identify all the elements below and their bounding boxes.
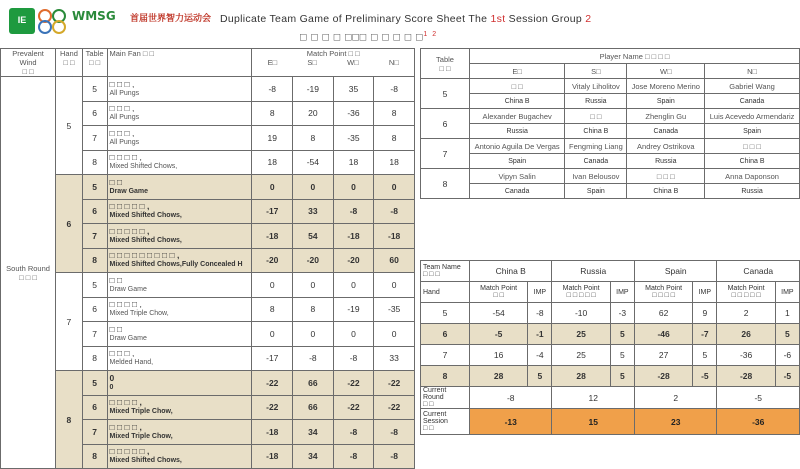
main-fan-en: All Pungs bbox=[109, 114, 140, 122]
players-table-number: 7 bbox=[421, 139, 470, 169]
main-fan-en: All Pungs bbox=[109, 138, 140, 146]
match-point-cell: 0 bbox=[333, 273, 374, 298]
player-country: China B bbox=[627, 184, 705, 199]
match-point-cell: 8 bbox=[293, 297, 334, 322]
match-point-cell: 18 bbox=[333, 150, 374, 175]
current-session-spain: 23 bbox=[634, 409, 716, 435]
match-point-cell: -18 bbox=[252, 420, 293, 445]
current-round-china-b: -8 bbox=[470, 387, 552, 409]
table-number: 8 bbox=[82, 248, 107, 273]
results-row bbox=[421, 345, 800, 366]
imp-value: -8 bbox=[528, 303, 552, 324]
player-country: Russia bbox=[705, 184, 800, 199]
match-point-value: 28 bbox=[470, 366, 528, 387]
header-prevalent-wind: Prevalent Wind □ □ bbox=[1, 49, 56, 77]
main-fan-en: 0 bbox=[109, 383, 114, 391]
player-country: Canada bbox=[705, 94, 800, 109]
hand-number: 7 bbox=[56, 273, 83, 371]
main-fan-cn: □ □ □ , bbox=[109, 127, 135, 138]
match-point-cell: -20 bbox=[333, 248, 374, 273]
hand-row bbox=[1, 371, 415, 396]
main-fan-cn: □ □ bbox=[109, 274, 123, 285]
match-point-cell: 0 bbox=[293, 273, 334, 298]
main-fan-cell bbox=[107, 199, 252, 224]
match-point-cell: -18 bbox=[333, 224, 374, 249]
match-point-cell: -8 bbox=[333, 199, 374, 224]
current-round-russia: 12 bbox=[552, 387, 634, 409]
rings-icon bbox=[37, 8, 69, 34]
current-session-label: Current Session □ □ bbox=[421, 409, 470, 435]
player-col-s: S□ bbox=[565, 64, 627, 79]
main-fan-en: Mixed Shifted Chows, bbox=[109, 212, 182, 220]
logo-text: IE bbox=[17, 15, 27, 25]
imp-header-4: IMP bbox=[775, 282, 799, 303]
imp-value: 5 bbox=[775, 324, 799, 345]
main-fan-en: Mixed Triple Chow, bbox=[109, 408, 173, 416]
main-fan-cn: □ □ □ □ □ , bbox=[109, 446, 150, 457]
imp-value: -6 bbox=[775, 345, 799, 366]
imp-header-1: IMP bbox=[528, 282, 552, 303]
main-fan-cell bbox=[107, 346, 252, 371]
match-point-cell: 8 bbox=[252, 101, 293, 126]
imp-value: 5 bbox=[528, 366, 552, 387]
players-table-number: 6 bbox=[421, 109, 470, 139]
player-name: Alexander Bugachev bbox=[470, 109, 565, 124]
imp-value: -1 bbox=[528, 324, 552, 345]
player-country: Canada bbox=[470, 184, 565, 199]
team-russia: Russia bbox=[552, 261, 634, 282]
main-fan-cn: □ □ □ , bbox=[109, 348, 135, 359]
match-point-value: -36 bbox=[717, 345, 775, 366]
match-point-cell: -8 bbox=[293, 346, 334, 371]
player-names-row bbox=[421, 139, 800, 154]
match-point-cell: 0 bbox=[374, 175, 415, 200]
hand-row bbox=[1, 273, 415, 298]
title-text: Duplicate Team Game of Preliminary Score Sheet bbox=[220, 13, 466, 25]
match-point-cell: 0 bbox=[374, 322, 415, 347]
main-fan-cell bbox=[107, 322, 252, 347]
table-number: 7 bbox=[82, 126, 107, 151]
player-name: Antonio Aguila De Vergas bbox=[470, 139, 565, 154]
player-country: Spain bbox=[705, 124, 800, 139]
imp-value: 1 bbox=[775, 303, 799, 324]
results-table bbox=[420, 260, 800, 435]
page-subtitle bbox=[300, 31, 437, 44]
hand-row bbox=[1, 77, 415, 102]
player-name: □ □ □ bbox=[705, 139, 800, 154]
main-fan-en: Mixed Triple Chow, bbox=[109, 432, 173, 440]
match-point-cell: 18 bbox=[252, 150, 293, 175]
match-point-cell: -20 bbox=[293, 248, 334, 273]
match-point-cell: 8 bbox=[374, 101, 415, 126]
player-name: Anna Daponson bbox=[705, 169, 800, 184]
match-point-cell: -35 bbox=[333, 126, 374, 151]
match-point-value: -46 bbox=[634, 324, 692, 345]
subtitle-text: □ □ □ □ □□□ □ □ □ □ □ bbox=[300, 31, 424, 44]
current-round-canada: -5 bbox=[717, 387, 800, 409]
player-name-header: Player Name □ □ □ □ bbox=[470, 49, 800, 64]
imp-header-3: IMP bbox=[693, 282, 717, 303]
main-fan-cn: □ □ □ □ □ □ □ □ □ , bbox=[109, 250, 180, 261]
match-point-cell: -8 bbox=[333, 444, 374, 469]
match-point-cell: -17 bbox=[252, 346, 293, 371]
main-fan-cell bbox=[107, 371, 252, 396]
match-point-cell: 66 bbox=[293, 395, 334, 420]
main-fan-cn: 0 bbox=[109, 372, 115, 383]
imp-value: 5 bbox=[693, 345, 717, 366]
subtitle-sup-1: 1 bbox=[423, 31, 429, 38]
match-point-cell: 0 bbox=[293, 175, 334, 200]
main-fan-en: Draw Game bbox=[109, 187, 149, 195]
main-fan-cell bbox=[107, 150, 252, 175]
main-fan-en: All Pungs bbox=[109, 89, 140, 97]
hand-header: Hand bbox=[421, 282, 470, 303]
main-fan-cn: □ □ □ , bbox=[109, 78, 135, 89]
match-point-value: -10 bbox=[552, 303, 610, 324]
match-point-cell: -8 bbox=[374, 199, 415, 224]
current-session-china-b: -13 bbox=[470, 409, 552, 435]
match-point-cell: -20 bbox=[252, 248, 293, 273]
match-point-value: 2 bbox=[717, 303, 775, 324]
mp-header-3: Match Point □ □ □ □ bbox=[634, 282, 692, 303]
match-point-value: 28 bbox=[552, 366, 610, 387]
main-fan-en: Mixed Shifted Chows, bbox=[109, 236, 182, 244]
current-round-label: Current Round □ □ bbox=[421, 387, 470, 409]
match-point-cell: 33 bbox=[293, 199, 334, 224]
match-point-cell: -8 bbox=[333, 346, 374, 371]
hands-table bbox=[0, 48, 415, 469]
header-table: Table □ □ bbox=[82, 49, 107, 77]
match-point-cell: -22 bbox=[374, 395, 415, 420]
match-point-cell: 0 bbox=[293, 322, 334, 347]
main-fan-cn: □ □ □ □ , bbox=[109, 421, 142, 432]
table-number: 5 bbox=[82, 371, 107, 396]
main-fan-cn: □ □ □ □ , bbox=[109, 299, 142, 310]
mp-header-2: Match Point □ □ □ □ □ bbox=[552, 282, 610, 303]
header-main-fan: Main Fan □ □ bbox=[107, 49, 252, 77]
hand-number: 8 bbox=[56, 371, 83, 469]
title-mid: The bbox=[465, 13, 491, 25]
player-country: China B bbox=[470, 94, 565, 109]
player-names-row bbox=[421, 109, 800, 124]
players-table-header: Table □ □ bbox=[421, 49, 470, 79]
match-point-value: -28 bbox=[634, 366, 692, 387]
hand-number: 6 bbox=[56, 175, 83, 273]
results-hand: 8 bbox=[421, 366, 470, 387]
player-name: Andrey Ostrikova bbox=[627, 139, 705, 154]
imp-header-2: IMP bbox=[610, 282, 634, 303]
match-point-cell: -8 bbox=[333, 420, 374, 445]
main-fan-cell bbox=[107, 248, 252, 273]
player-names-row bbox=[421, 79, 800, 94]
match-point-cell: -8 bbox=[374, 420, 415, 445]
wmsg-brand: WMSG bbox=[72, 9, 116, 23]
match-point-cell: 0 bbox=[333, 322, 374, 347]
main-fan-cell bbox=[107, 273, 252, 298]
match-point-cell: -22 bbox=[252, 395, 293, 420]
table-number: 8 bbox=[82, 346, 107, 371]
table-number: 8 bbox=[82, 150, 107, 175]
imp-value: 5 bbox=[610, 345, 634, 366]
table-number: 5 bbox=[82, 175, 107, 200]
imp-value: -3 bbox=[610, 303, 634, 324]
player-country: Spain bbox=[470, 154, 565, 169]
title-post: Session Group bbox=[505, 13, 586, 25]
page-title bbox=[220, 13, 591, 25]
player-countries-row bbox=[421, 94, 800, 109]
match-point-cell: 54 bbox=[293, 224, 334, 249]
match-point-cell: -8 bbox=[252, 77, 293, 102]
results-row bbox=[421, 366, 800, 387]
player-country: Canada bbox=[565, 154, 627, 169]
player-name: Zhenglin Gu bbox=[627, 109, 705, 124]
session-number: 1st bbox=[490, 13, 506, 25]
player-countries-row bbox=[421, 154, 800, 169]
match-point-cell: -17 bbox=[252, 199, 293, 224]
player-name: Gabriel Wang bbox=[705, 79, 800, 94]
match-point-value: 25 bbox=[552, 345, 610, 366]
match-point-value: -54 bbox=[470, 303, 528, 324]
player-country: Russia bbox=[470, 124, 565, 139]
event-name: 首届世界智力运动会 bbox=[130, 13, 212, 23]
player-name: Jose Moreno Merino bbox=[627, 79, 705, 94]
hand-row bbox=[1, 175, 415, 200]
imp-value: -7 bbox=[693, 324, 717, 345]
hand-number: 5 bbox=[56, 77, 83, 175]
imp-value: -5 bbox=[693, 366, 717, 387]
match-point-cell: 0 bbox=[252, 322, 293, 347]
match-point-cell: 20 bbox=[293, 101, 334, 126]
match-point-cell: 19 bbox=[252, 126, 293, 151]
match-point-cell: 0 bbox=[252, 273, 293, 298]
main-fan-en: Mixed Shifted Chows, bbox=[109, 163, 178, 171]
player-name: □ □ bbox=[565, 109, 627, 124]
main-fan-cell bbox=[107, 101, 252, 126]
header bbox=[0, 0, 800, 48]
player-name: □ □ bbox=[470, 79, 565, 94]
table-number: 6 bbox=[82, 297, 107, 322]
table-number: 6 bbox=[82, 199, 107, 224]
match-point-value: 16 bbox=[470, 345, 528, 366]
match-point-cell: -54 bbox=[293, 150, 334, 175]
match-point-cell: -19 bbox=[333, 297, 374, 322]
match-point-cell: 60 bbox=[374, 248, 415, 273]
match-point-cell: 35 bbox=[333, 77, 374, 102]
team-spain: Spain bbox=[634, 261, 716, 282]
match-point-cell: -18 bbox=[252, 444, 293, 469]
results-hand: 6 bbox=[421, 324, 470, 345]
main-fan-en: Mixed Shifted Chows,Fully Concealed H bbox=[109, 261, 243, 269]
results-row bbox=[421, 303, 800, 324]
imp-value: -4 bbox=[528, 345, 552, 366]
team-canada: Canada bbox=[717, 261, 800, 282]
group-number: 2 bbox=[585, 13, 592, 25]
match-point-value: -28 bbox=[717, 366, 775, 387]
match-point-value: -5 bbox=[470, 324, 528, 345]
match-point-cell: 0 bbox=[333, 175, 374, 200]
imp-value: 5 bbox=[610, 324, 634, 345]
player-countries-row bbox=[421, 184, 800, 199]
main-fan-cn: □ □ □ □ □ , bbox=[109, 201, 150, 212]
player-name: Luis Acevedo Armendariz bbox=[705, 109, 800, 124]
team-china-b: China B bbox=[470, 261, 552, 282]
main-fan-cn: □ □ bbox=[109, 323, 123, 334]
match-point-cell: 34 bbox=[293, 420, 334, 445]
team-name-header: Team Name □ □ □ bbox=[421, 261, 470, 282]
main-fan-cell bbox=[107, 395, 252, 420]
match-point-value: 27 bbox=[634, 345, 692, 366]
imp-value: -5 bbox=[775, 366, 799, 387]
main-fan-cn: □ □ □ □ , bbox=[109, 152, 142, 163]
table-number: 7 bbox=[82, 224, 107, 249]
main-fan-en: Draw Game bbox=[109, 285, 147, 293]
results-hand: 7 bbox=[421, 345, 470, 366]
player-names-row bbox=[421, 169, 800, 184]
table-number: 5 bbox=[82, 77, 107, 102]
results-row bbox=[421, 324, 800, 345]
match-point-cell: 8 bbox=[374, 126, 415, 151]
player-country: Spain bbox=[627, 94, 705, 109]
main-fan-cell bbox=[107, 126, 252, 151]
player-col-e: E□ bbox=[470, 64, 565, 79]
players-table-number: 5 bbox=[421, 79, 470, 109]
match-point-cell: -35 bbox=[374, 297, 415, 322]
match-point-cell: 0 bbox=[252, 175, 293, 200]
current-session-canada: -36 bbox=[717, 409, 800, 435]
player-country: China B bbox=[565, 124, 627, 139]
current-round-spain: 2 bbox=[634, 387, 716, 409]
main-fan-cell bbox=[107, 77, 252, 102]
table-number: 7 bbox=[82, 322, 107, 347]
table-number: 6 bbox=[82, 395, 107, 420]
main-fan-cn: □ □ bbox=[109, 176, 123, 187]
results-hand: 5 bbox=[421, 303, 470, 324]
main-fan-en: Melded Hand, bbox=[109, 359, 154, 367]
match-point-value: 26 bbox=[717, 324, 775, 345]
main-fan-en: Mixed Triple Chow, bbox=[109, 310, 169, 318]
wmsg-logo bbox=[9, 8, 35, 34]
player-col-w: W□ bbox=[627, 64, 705, 79]
match-point-cell: 33 bbox=[374, 346, 415, 371]
prevalent-wind-cell: South Round □ □ □ bbox=[1, 77, 56, 469]
imp-value: 5 bbox=[610, 366, 634, 387]
main-fan-cn: □ □ □ □ , bbox=[109, 397, 142, 408]
table-number: 8 bbox=[82, 444, 107, 469]
main-fan-cell bbox=[107, 175, 252, 200]
main-fan-en: Draw Game bbox=[109, 334, 147, 342]
table-number: 6 bbox=[82, 101, 107, 126]
player-country: Russia bbox=[627, 154, 705, 169]
mp-header-4: Match Point □ □ □ □ □ bbox=[717, 282, 775, 303]
table-number: 5 bbox=[82, 273, 107, 298]
main-fan-cn: □ □ □ , bbox=[109, 103, 135, 114]
match-point-cell: 0 bbox=[374, 273, 415, 298]
match-point-cell: -22 bbox=[333, 395, 374, 420]
player-col-n: N□ bbox=[705, 64, 800, 79]
main-fan-cn: □ □ □ □ □ , bbox=[109, 225, 150, 236]
player-name: Vitaly Liholitov bbox=[565, 79, 627, 94]
match-point-cell: 8 bbox=[293, 126, 334, 151]
mp-header-1: Match Point □ □ bbox=[470, 282, 528, 303]
match-point-cell: -22 bbox=[333, 371, 374, 396]
match-point-value: 62 bbox=[634, 303, 692, 324]
match-point-cell: -19 bbox=[293, 77, 334, 102]
match-point-cell: -18 bbox=[252, 224, 293, 249]
match-point-cell: 66 bbox=[293, 371, 334, 396]
match-point-cell: -36 bbox=[333, 101, 374, 126]
player-country: China B bbox=[705, 154, 800, 169]
players-table bbox=[420, 48, 800, 199]
player-countries-row bbox=[421, 124, 800, 139]
match-point-cell: 8 bbox=[252, 297, 293, 322]
player-name: Vipyn Salin bbox=[470, 169, 565, 184]
player-country: Russia bbox=[565, 94, 627, 109]
match-point-cell: -22 bbox=[252, 371, 293, 396]
player-name: Fengming Liang bbox=[565, 139, 627, 154]
match-point-cell: 18 bbox=[374, 150, 415, 175]
subtitle-sup-2: 2 bbox=[432, 31, 438, 38]
match-point-cell: 34 bbox=[293, 444, 334, 469]
table-number: 7 bbox=[82, 420, 107, 445]
player-country: Canada bbox=[627, 124, 705, 139]
main-fan-cell bbox=[107, 224, 252, 249]
main-fan-en: Mixed Shifted Chows, bbox=[109, 457, 182, 465]
player-country: Spain bbox=[565, 184, 627, 199]
match-point-cell: -8 bbox=[374, 77, 415, 102]
main-fan-cell bbox=[107, 420, 252, 445]
main-fan-cell bbox=[107, 444, 252, 469]
players-table-number: 8 bbox=[421, 169, 470, 199]
match-point-cell: -18 bbox=[374, 224, 415, 249]
header-match-point: Match Point □ □ E□ S□ W□ N□ bbox=[252, 49, 415, 77]
match-point-cell: -22 bbox=[374, 371, 415, 396]
match-point-value: 25 bbox=[552, 324, 610, 345]
imp-value: 9 bbox=[693, 303, 717, 324]
main-fan-cell bbox=[107, 297, 252, 322]
header-hand: Hand □ □ bbox=[56, 49, 83, 77]
player-name: Ivan Belousov bbox=[565, 169, 627, 184]
player-name: □ □ □ bbox=[627, 169, 705, 184]
current-session-russia: 15 bbox=[552, 409, 634, 435]
match-point-cell: -8 bbox=[374, 444, 415, 469]
